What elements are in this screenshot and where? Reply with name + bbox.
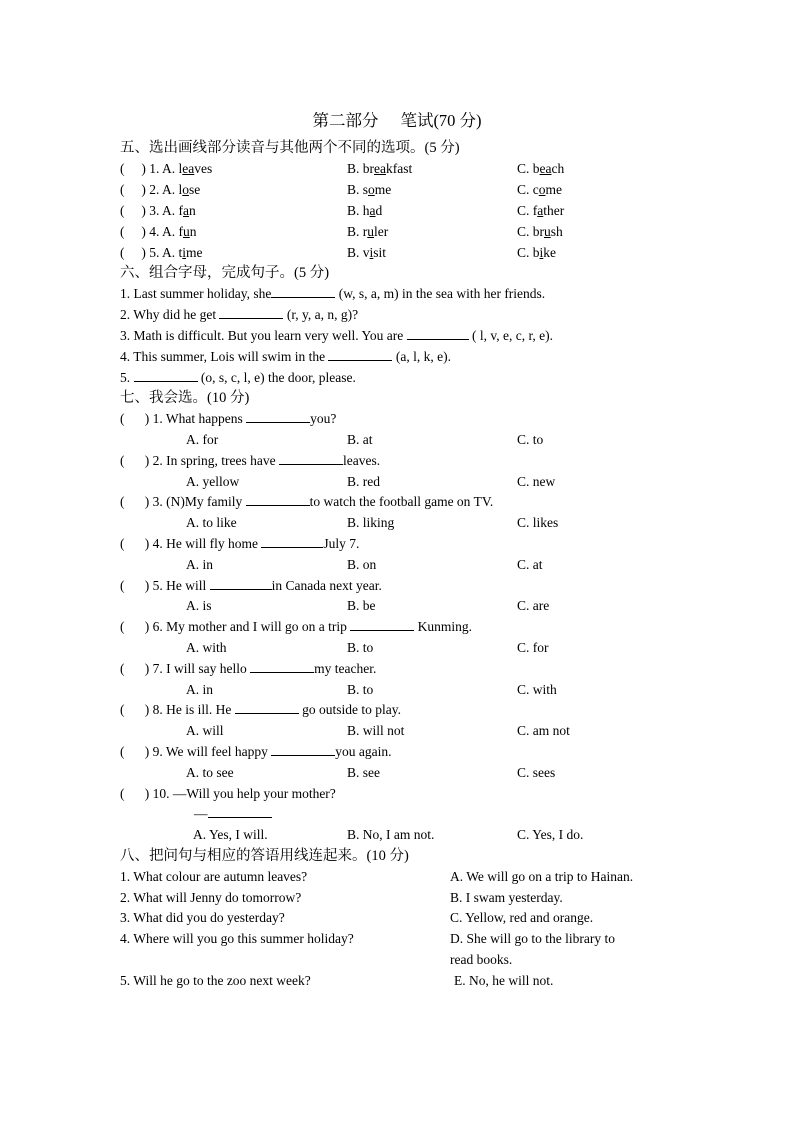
- mc-options-3: A. to like B. liking C. likes: [186, 515, 559, 530]
- section-8-heading: 八、把问句与相应的答语用线连起来。(10 分): [120, 848, 409, 864]
- mc-options-8: A. will B. will not C. am not: [186, 723, 570, 738]
- spell-sentence-1: 1. Last summer holiday, she (w, s, a, m) in the sea with her friends.: [120, 286, 546, 301]
- mc-options-7: A. in B. to C. with: [186, 682, 557, 697]
- match-row-2: 2. What will Jenny do tomorrow? B. I swam yesterday.: [120, 890, 563, 905]
- mc-question-4: ( ) 4. He will fly home July 7.: [120, 536, 360, 551]
- match-row-4: 4. Where will you go this summer holiday? D. She will go to the library to: [120, 931, 615, 946]
- spell-sentence-2: 2. Why did he get (r, y, a, n, g)?: [120, 307, 359, 322]
- answer-blank[interactable]: [208, 804, 272, 818]
- answer-blank[interactable]: [250, 659, 314, 673]
- spell-sentence-4: 4. This summer, Lois will swim in the (a, l, k, e).: [120, 349, 451, 364]
- page-title: [0, 107, 794, 131]
- match-row-5: 5. Will he go to the zoo next week? E. No, he will not.: [120, 973, 554, 988]
- mc-question-7: ( ) 7. I will say hello my teacher.: [120, 661, 377, 676]
- part-label: 第二部分: [312, 111, 379, 130]
- mc-options-10: A. Yes, I will. B. No, I am not. C. Yes, I do.: [193, 827, 584, 842]
- answer-blank[interactable]: [279, 451, 343, 465]
- mc-question-6: ( ) 6. My mother and I will go on a trip Kunming.: [120, 619, 472, 634]
- mc-question-8: ( ) 8. He is ill. He go outside to play.: [120, 702, 401, 717]
- answer-blank[interactable]: [350, 617, 414, 631]
- mc-dialogue-response: —: [120, 804, 680, 824]
- pron-item-5: ( ) 5. A. time B. visit C. bike: [120, 245, 557, 260]
- answer-blank[interactable]: [271, 284, 335, 298]
- section-6-heading: 六、组合字母，完成句子。(5 分): [120, 265, 330, 281]
- spell-sentence-3: 3. Math is difficult. But you learn very well. You are ( l, v, e, c, r, e).: [120, 328, 554, 343]
- answer-blank[interactable]: [219, 305, 283, 319]
- mc-question-9: ( ) 9. We will feel happy you again.: [120, 744, 392, 759]
- mc-options-2: A. yellow B. red C. new: [186, 474, 556, 489]
- spell-sentence-5: 5. (o, s, c, l, e) the door, please.: [120, 370, 356, 385]
- section-5-heading: 五、选出画线部分读音与其他两个不同的选项。(5 分): [120, 140, 460, 156]
- mc-options-6: A. with B. to C. for: [186, 640, 549, 655]
- answer-blank[interactable]: [235, 700, 299, 714]
- answer-blank[interactable]: [134, 368, 198, 382]
- answer-blank[interactable]: [210, 576, 272, 590]
- section-7-heading: 七、我会选。(10 分): [120, 390, 250, 406]
- mc-options-5: A. is B. be C. are: [186, 598, 550, 613]
- pron-item-1: ( ) 1. A. leaves B. breakfast C. beach: [120, 161, 565, 176]
- exam-score: 笔试(70 分): [400, 111, 482, 130]
- pron-item-4: ( ) 4. A. fun B. ruler C. brush: [120, 224, 563, 239]
- match-row-1: 1. What colour are autumn leaves? A. We will go on a trip to Hainan.: [120, 869, 634, 884]
- answer-blank[interactable]: [246, 492, 310, 506]
- mc-options-1: A. for B. at C. to: [186, 432, 544, 447]
- mc-question-1: ( ) 1. What happens you?: [120, 411, 337, 426]
- pron-item-2: ( ) 2. A. lose B. some C. come: [120, 182, 562, 197]
- answer-blank[interactable]: [246, 409, 310, 423]
- mc-options-4: A. in B. on C. at: [186, 557, 543, 572]
- mc-question-2: ( ) 2. In spring, trees have leaves.: [120, 453, 381, 468]
- answer-blank[interactable]: [328, 347, 392, 361]
- match-row-4-cont: read books.: [450, 952, 513, 967]
- mc-question-10: ( ) 10. —Will you help your mother?: [120, 786, 336, 801]
- mc-options-9: A. to see B. see C. sees: [186, 765, 556, 780]
- answer-blank[interactable]: [407, 326, 469, 340]
- match-row-3: 3. What did you do yesterday? C. Yellow, red and orange.: [120, 910, 594, 925]
- mc-question-3: ( ) 3. (N)My family to watch the football game on TV.: [120, 494, 494, 509]
- mc-question-5: ( ) 5. He will in Canada next year.: [120, 578, 382, 593]
- answer-blank[interactable]: [261, 534, 323, 548]
- answer-blank[interactable]: [271, 742, 335, 756]
- pron-item-3: ( ) 3. A. fan B. had C. father: [120, 203, 565, 218]
